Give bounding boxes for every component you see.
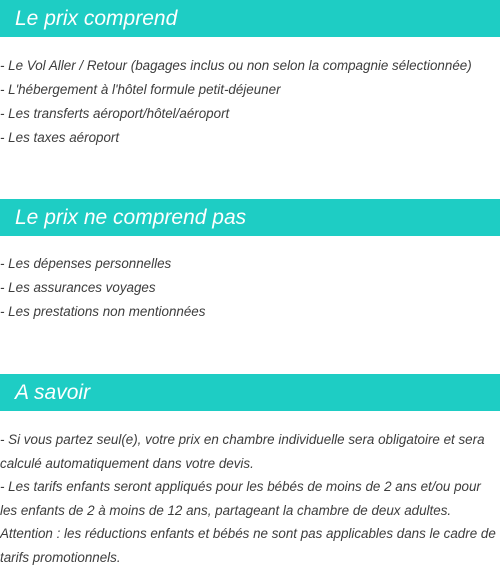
good-to-know-text <box>0 428 500 569</box>
list-item: - Les prestations non mentionnées <box>0 304 206 319</box>
section-title-good-to-know: A savoir <box>0 374 500 411</box>
paragraph: - Si vous partez seul(e), votre prix en chambre individuelle sera obligatoire et sera calculé automatiquement dans votre devis. <box>0 432 485 471</box>
list-item: - L'hébergement à l'hôtel formule petit-déjeuner <box>0 82 281 97</box>
list-item: - Les taxes aéroport <box>0 130 120 145</box>
included-list <box>0 54 500 150</box>
list-item: - Les assurances voyages <box>0 280 156 295</box>
paragraph: - Les tarifs enfants seront appliqués pour les bébés de moins de 2 ans et/ou pour les enfants de 2 à moins de 12 ans, partageant la chambre de deux adultes. <box>0 479 481 518</box>
list-item: - Les transferts aéroport/hôtel/aéroport <box>0 106 230 121</box>
section-title-included: Le prix comprend <box>0 0 500 37</box>
paragraph: Attention : les réductions enfants et bébés ne sont pas applicables dans le cadre de tarifs promotionnels. <box>0 526 496 565</box>
section-title-not-included: Le prix ne comprend pas <box>0 199 500 236</box>
list-item: - Le Vol Aller / Retour (bagages inclus ou non selon la compagnie sélectionnée) <box>0 58 472 73</box>
not-included-list <box>0 252 500 324</box>
list-item: - Les dépenses personnelles <box>0 256 172 271</box>
